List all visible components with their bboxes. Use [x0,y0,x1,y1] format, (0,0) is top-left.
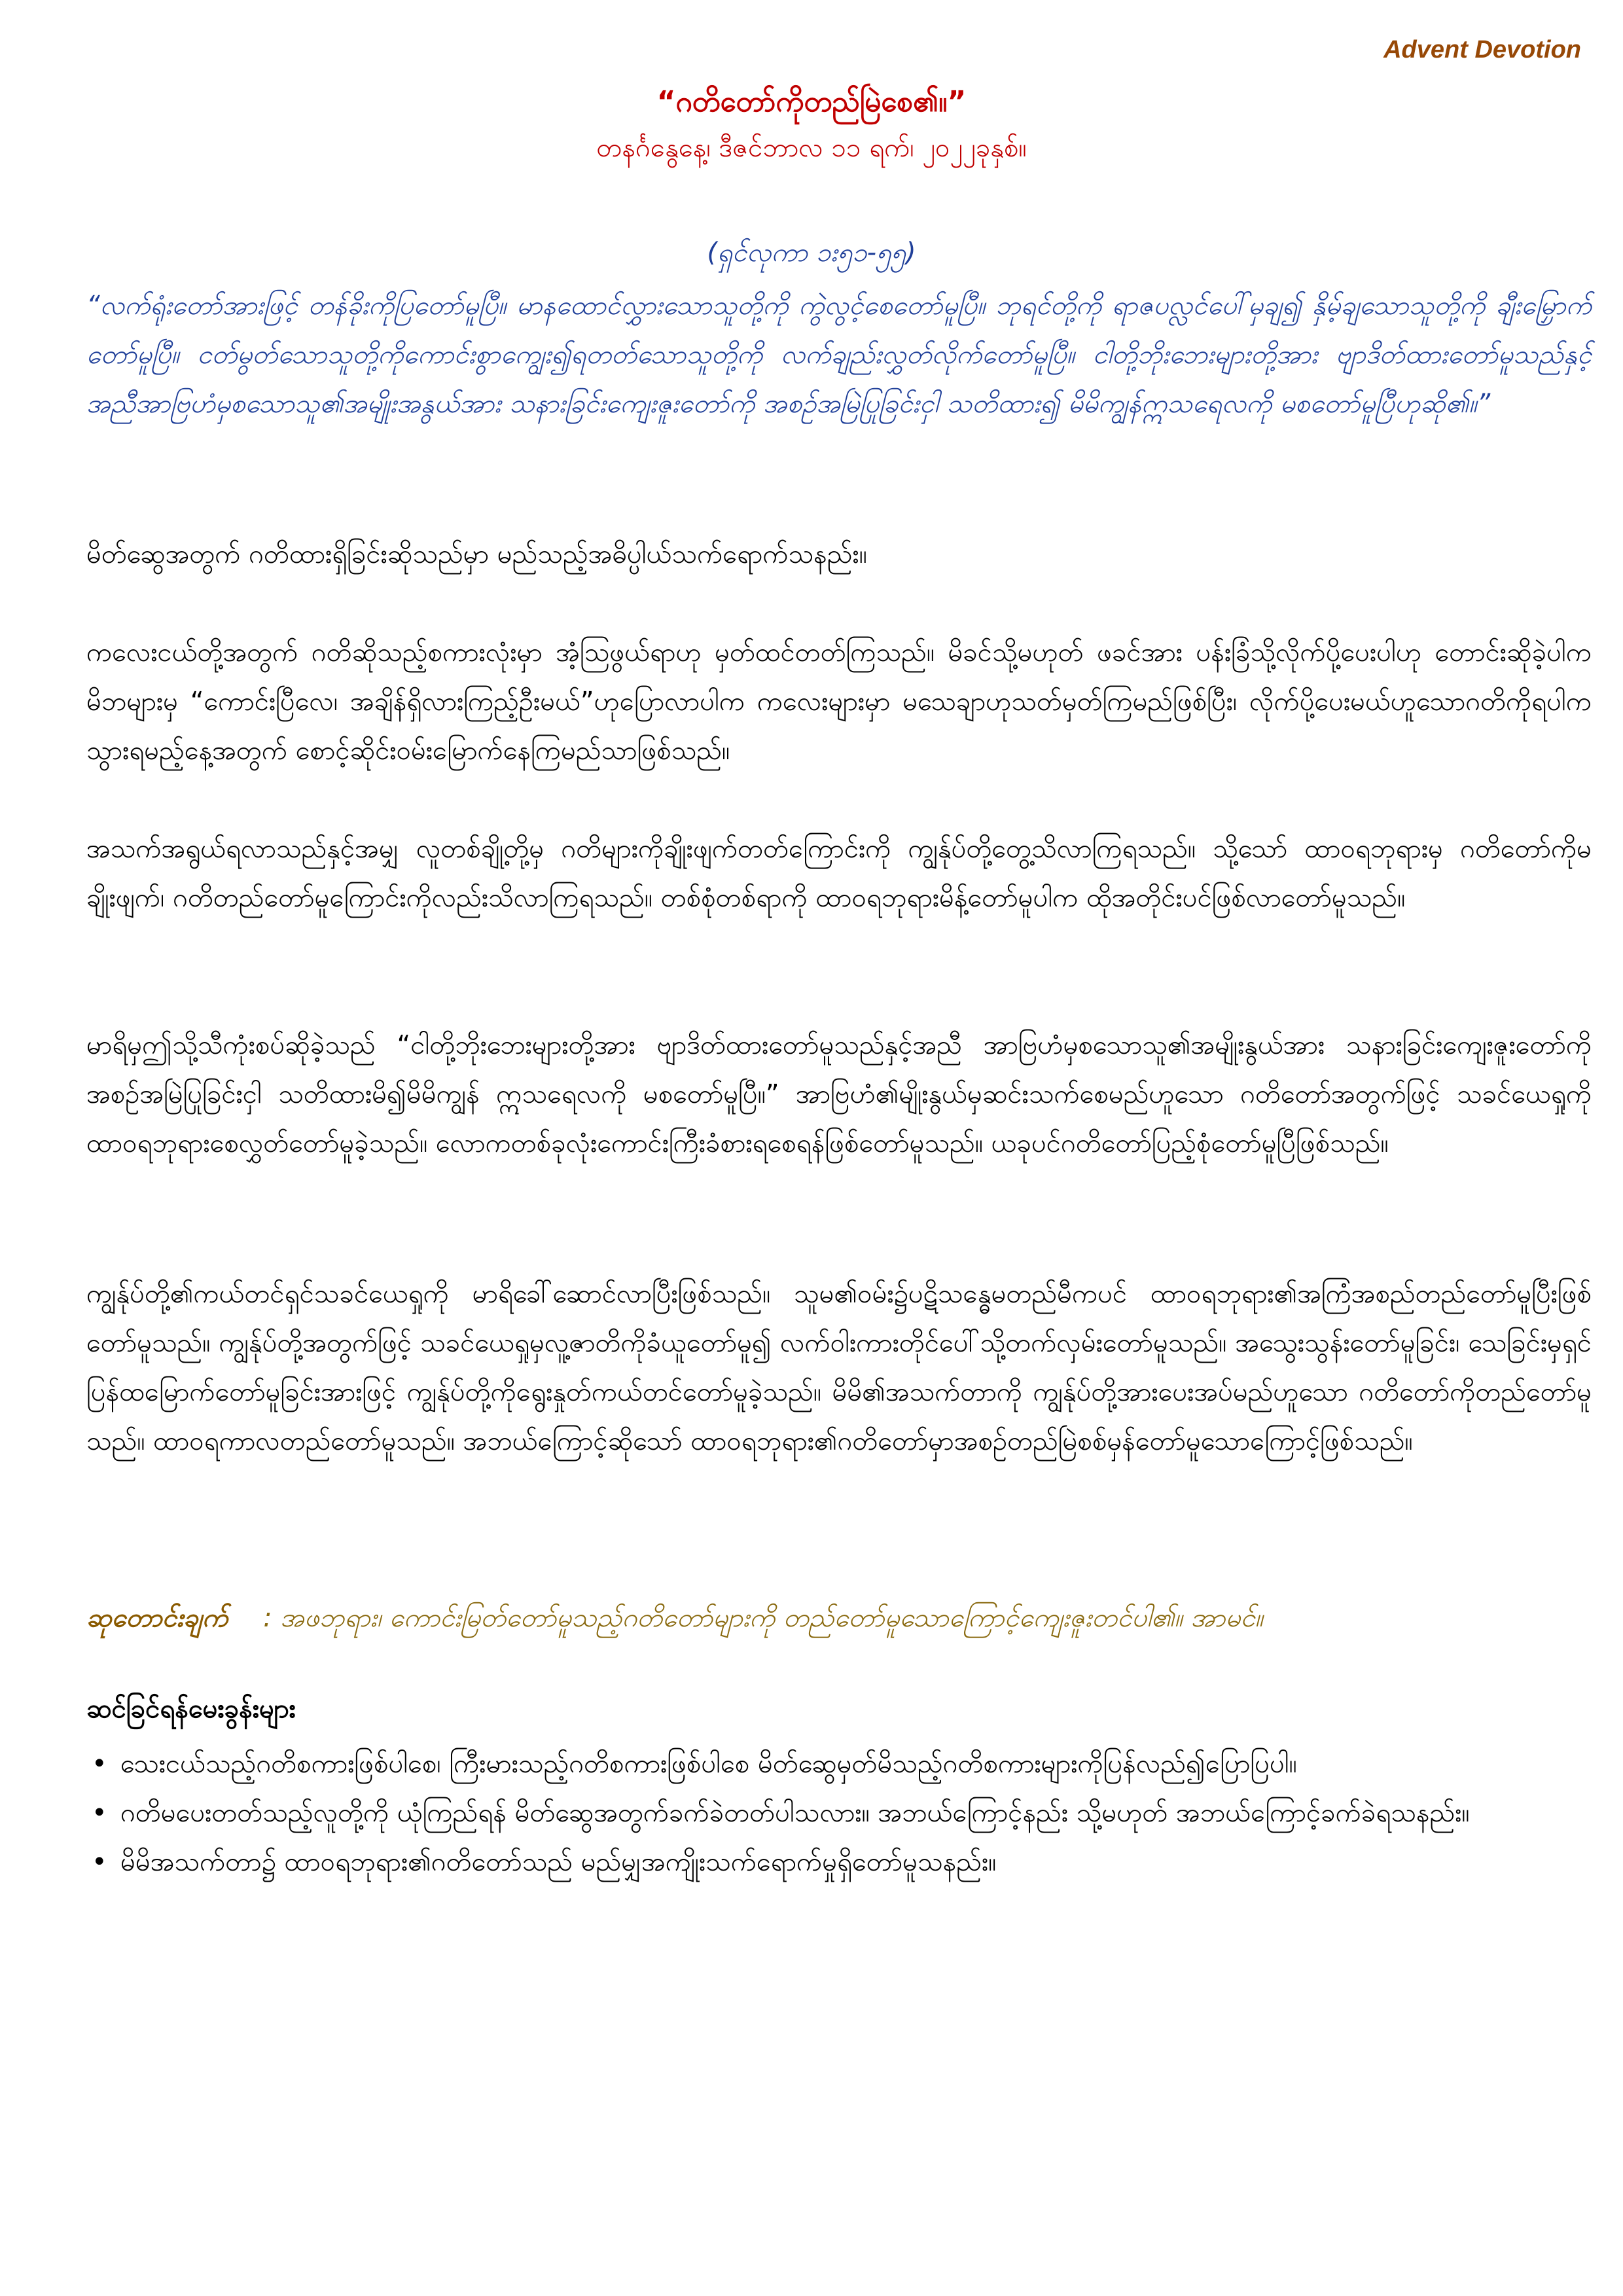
bullet-icon: • [92,1847,107,1877]
question-text: မိမိအသက်တာ၌ ထာဝရဘုရား၏ဂတိတော်သည် မည်မျှအကျိုးသက်ရောက်မှုရှိတော်မူသနည်း။ [120,1847,997,1877]
prayer-label: ဆုတောင်းချက် [86,1603,228,1633]
question-text: သေးငယ်သည့်ဂတိစကားဖြစ်ပါစေ၊ ကြီးမားသည့်ဂတိစကားဖြစ်ပါစေ မိတ်ဆွေမှတ်မိသည့်ဂတိစကားများကိုပြန်လည်၍ပြောပြပါ။ [120,1749,1297,1779]
paragraph-savior: ကျွန်ုပ်တို့၏ကယ်တင်ရှင်သခင်ယေရှုကို မာရိခေါ်ဆောင်လာပြီးဖြစ်သည်။ သူမ၏ဝမ်း၌ပဋိသန္ဓေမတည်မီကပင် ထာဝရဘုရား၏အကြံအစည်တည်တော်မူပြီးဖြစ်တော်မူသည်။ ကျွန်ုပ်တို့အတွက်ဖြင့် သခင်ယေရှုမှလူ့ဇာတိကိုခံယူတော်မူ၍ လက်ဝါးကားတိုင်ပေါ်သို့တက်လှမ်းတော်မူသည်။ အသွေးသွန်းတော်မူခြင်း၊ သေခြင်းမှရှင်ပြန်ထမြောက်တော်မူခြင်းအားဖြင့် ကျွန်ုပ်တို့ကိုရွေးနှုတ်ကယ်တင်တော်မူခဲ့သည်။ မိမိ၏အသက်တာကို ကျွန်ုပ်တို့အားပေးအပ်မည်ဟူသော ဂတိတော်ကိုတည်တော်မူသည်။ ထာဝရကာလတည်တော်မူသည်။ အဘယ်ကြောင့်ဆိုသော် ထာဝရဘုရား၏ဂတိတော်မှာအစဉ်တည်မြဲစစ်မှန်တော်မူသောကြောင့်ဖြစ်သည်။ [86,1279,1592,1456]
bullet-icon: • [92,1749,107,1779]
questions-heading: ဆင်ခြင်ရန်မေးခွန်းများ [86,1694,296,1724]
paragraph-mary: မာရိမှဤသို့သီကုံးစပ်ဆိုခဲ့သည် “ငါတို့ဘိုးဘေးများတို့အား ဗျာဒိတ်ထားတော်မူသည်နှင့်အညီ အာဗြဟံမှစသောသူ၏အမျိုးနွယ်အား သနားခြင်းကျေးဇူးတော်ကို အစဉ်အမြဲပြုခြင်းငှါ သတိထားမိ၍မိမိကျွန် ဣသရေလကို မစတော်မူပြီ။” အာဗြဟံ၏မျိုးနွယ်မှဆင်းသက်စေမည်ဟူသော ဂတိတော်အတွက်ဖြင့် သခင်ယေရှုကို ထာဝရဘုရားစေလွှတ်တော်မူခဲ့သည်။ လောကတစ်ခုလုံးကောင်းကြီးခံစားရစေရန်ဖြစ်တော်မူသည်။ ယခုပင်ဂတိတော်ပြည့်စုံတော်မူပြီဖြစ်သည်။ [86,1030,1592,1158]
paragraph-growing-up: အသက်အရွယ်ရလာသည်နှင့်အမျှ လူတစ်ချို့တို့မှ ဂတိများကိုချိုးဖျက်တတ်ကြောင်းကို ကျွန်ုပ်တို့တွေ့သိလာကြရသည်။ သို့သော် ထာဝရဘုရားမှ ဂတိတော်ကိုမချိုးဖျက်၊ ဂတိတည်တော်မူကြောင်းကိုလည်းသိလာကြရသည်။ တစ်စုံတစ်ရာကို ထာဝရဘုရားမိန့်တော်မူပါက ထိုအတိုင်းပင်ဖြစ်လာတော်မူသည်။ [86,834,1592,913]
prayer [86,1594,1592,1643]
page-title: “ဂတိတော်ကိုတည်မြဲစေ၏။” [656,85,967,118]
list-item [86,1789,1592,1838]
paragraph-children: ကလေးငယ်တို့အတွက် ဂတိဆိုသည့်စကားလုံးမှာ အံ့သြဖွယ်ရာဟု မှတ်ထင်တတ်ကြသည်။ မိခင်သို့မဟုတ် ဖခင်အား ပန်းခြံသို့လိုက်ပို့ပေးပါဟု တောင်းဆိုခဲ့ပါက မိဘများမှ “ကောင်းပြီလေ၊ အချိန်ရှိလားကြည့်ဦးမယ်”ဟုပြောလာပါက ကလေးများမှာ မသေချာဟုသတ်မှတ်ကြမည်ဖြစ်ပြီး၊ လိုက်ပို့ပေးမယ်ဟူသောဂတိကိုရပါက သွားရမည့်နေ့အတွက် စောင့်ဆိုင်းဝမ်းမြောက်နေကြမည်သာဖြစ်သည်။ [86,637,1592,766]
questions-list [86,1740,1592,1887]
list-item [86,1838,1592,1887]
scripture-text: “လက်ရုံးတော်အားဖြင့် တန်ခိုးကိုပြတော်မူပြီ။ မာနထောင်လွှားသောသူတို့ကို ကွဲလွင့်စေတော်မူပြီ။ ဘုရင်တို့ကို ရာဇပလ္လင်ပေါ်မှချ၍ နှိမ့်ချသောသူတို့ကို ချီးမြှောက်တော်မူပြီ။ ငတ်မွတ်သောသူတို့ကိုကောင်းစွာကျွေး၍ရတတ်သောသူတို့ကို လက်ချည်းလွှတ်လိုက်တော်မူပြီ။ ငါတို့ဘိုးဘေးများတို့အား ဗျာဒိတ်ထားတော်မူသည်နှင့် အညီအာဗြဟံမှစသောသူ၏အမျိုးအနွယ်အား သနားခြင်းကျေးဇူးတော်ကို အစဉ်အမြဲပြုခြင်းငှါ သတိထား၍ မိမိကျွန်ဣသရေလကို မစတော်မူပြီဟုဆို၏။” [86,291,1592,419]
paragraph-question: မိတ်ဆွေအတွက် ဂတိထားရှိခြင်းဆိုသည်မှာ မည်သည့်အဓိပ္ပါယ်သက်ရောက်သနည်း။ [86,539,867,569]
question-text: ဂတိမပေးတတ်သည့်လူတို့ကို ယုံကြည်ရန် မိတ်ဆွေအတွက်ခက်ခဲတတ်ပါသလား။ အဘယ်ကြောင့်နည်း သို့မဟုတ် အဘယ်ကြောင့်ခက်ခဲရသနည်း။ [120,1798,1470,1828]
header-tag: Advent Devotion [1383,36,1581,63]
prayer-text: : အဖဘုရား၊ ကောင်းမြတ်တော်မူသည့်ဂတိတော်များကို တည်တော်မူသောကြောင့်ကျေးဇူးတင်ပါ၏။ အာမင်။ [263,1603,1263,1633]
scripture-reference: (ရှင်လုကာ ၁း၅၁-၅၅) [707,238,916,268]
page-date: တနင်္ဂနွေနေ့၊ ဒီဇင်ဘာလ ၁၁ ရက်၊ ၂၀၂၂ခုနှစ်။ [596,133,1027,163]
bullet-icon: • [92,1798,107,1828]
list-item [86,1740,1592,1789]
